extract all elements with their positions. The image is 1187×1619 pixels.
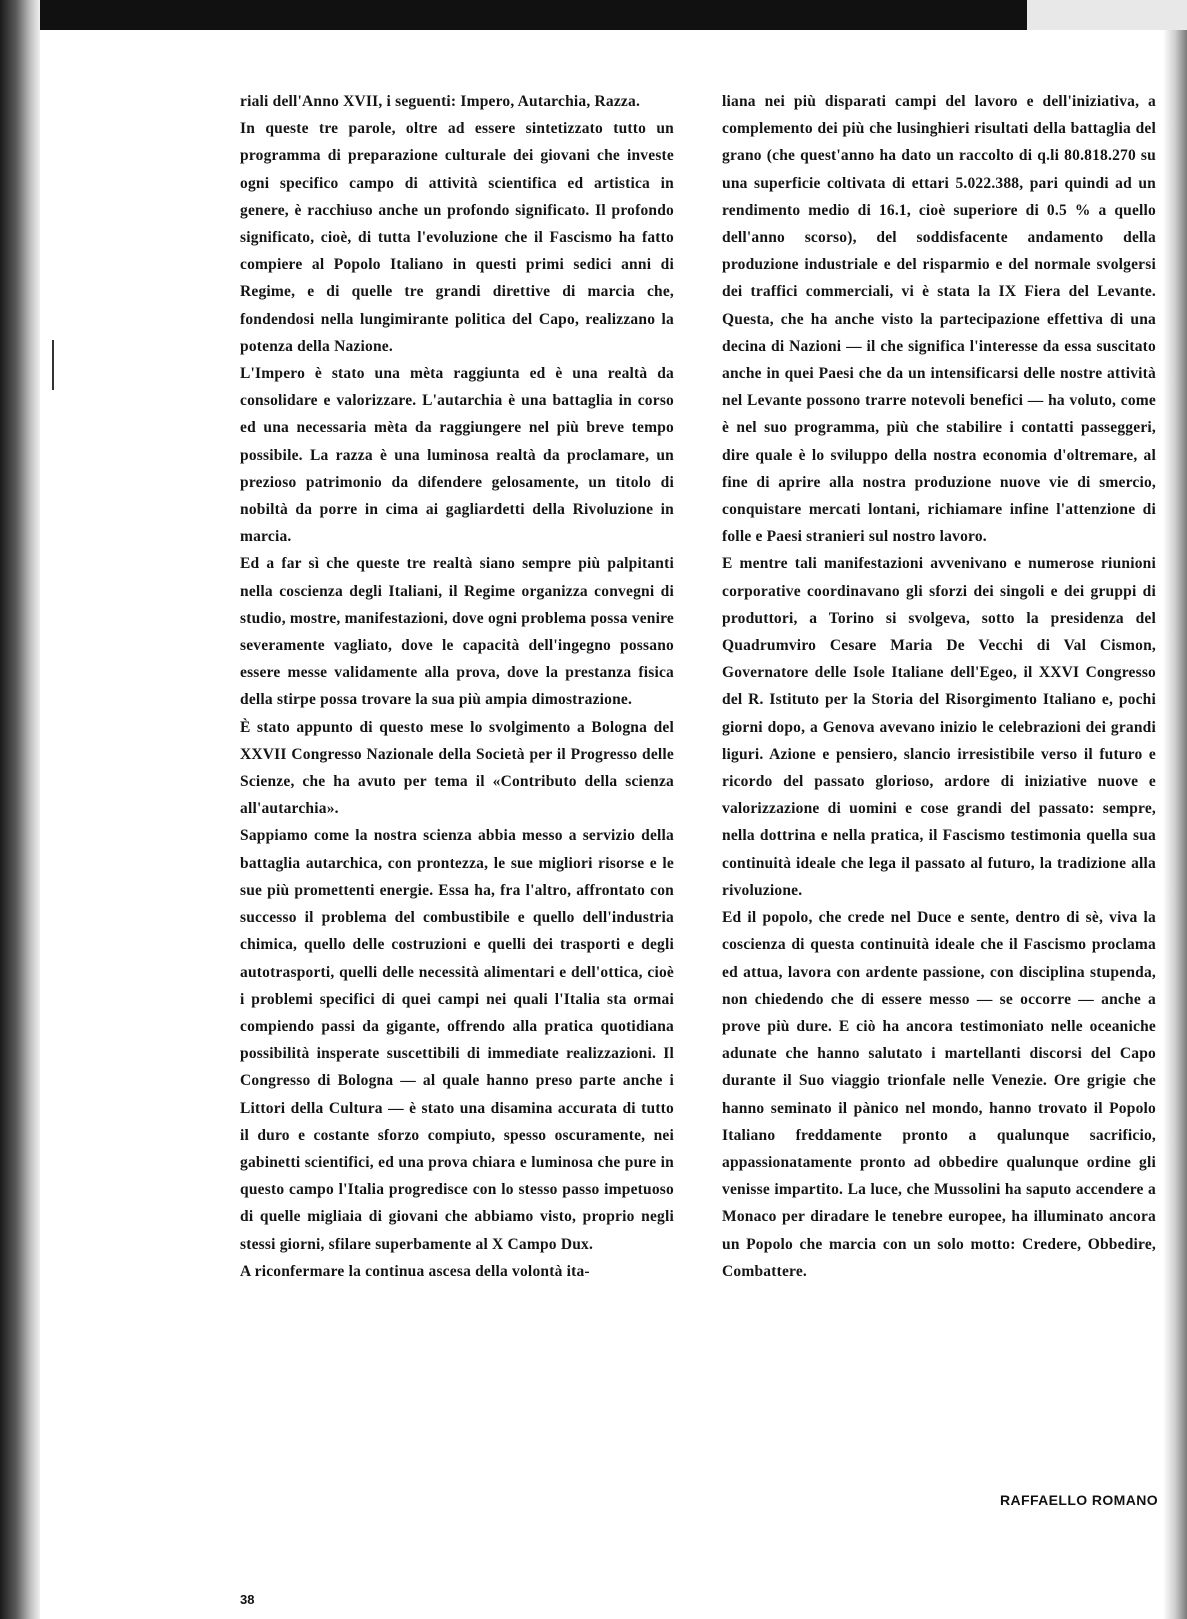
paragraph: L'Impero è stato una mèta raggiunta ed è una realtà da consolidare e valorizzare. L'autarchia è una battaglia in corso ed una necessaria mèta da raggiungere nel più breve tempo possibile. La razza è una luminosa realtà da proclamare, un prezioso patrimonio da difendere gelosamente, un titolo di nobiltà da porre in cima ai gagliardetti della Rivoluzione in marcia. (240, 365, 674, 546)
author-signature: RAFFAELLO ROMANO (1000, 1492, 1159, 1508)
scan-top-border (0, 0, 1187, 30)
paragraph: In queste tre parole, oltre ad essere sintetizzato tutto un programma di preparazione culturale dei giovani che investe ogni specifico campo di attività scientifica ed artistica in genere, è racchiuso anche un profondo significato. Il profondo significato, cioè, di tutta l'evoluzione che il Fascismo ha fatto compiere al Popolo Italiano in questi primi sedici anni di Regime, e di quelle tre grandi direttive di marcia che, fondendosi nella lungimirante politica del Capo, realizzano la potenza della Nazione. (240, 120, 674, 355)
paragraph: È stato appunto di questo mese lo svolgimento a Bologna del XXVII Congresso Nazionale della Società per il Progresso delle Scienze, che ha avuto per tema il «Contributo della scienza all'autarchia». (240, 718, 674, 818)
book-spine-shadow (0, 0, 40, 1619)
paragraph: liana nei più disparati campi del lavoro e dell'iniziativa, a complemento dei più che lusinghieri risultati della battaglia del grano (che quest'anno ha dato un raccolto di q.li 80.818.270 su una superficie coltivata di ettari 5.022.388, pari quindi ad un rendimento medio di 16.1, cioè superiore di 0.5 % a quello dell'anno scorso), del soddisfacente andamento della produzione industriale e del risparmio e del normale svolgersi dei traffici commerciali, vi è stata la IX Fiera del Levante. Questa, che ha anche visto la partecipazione effettiva di una decina di Nazioni — il che significa l'interesse da essa suscitato anche in quei Paesi che da un intensificarsi delle nostre attività nel Levante possono trarre notevoli benefici — ha voluto, come è nel suo programma, più che stabilire i contatti passeggeri, dire quale è lo sviluppo della nostra economia d'oltremare, al fine di aprire alla nostra produzione nuove vie di smercio, conquistare mercati lontani, richiamare infine l'attenzione di folle e Paesi stranieri sul nostro lavoro. (722, 93, 1156, 546)
paragraph: riali dell'Anno XVII, i seguenti: Impero, Autarchia, Razza. (240, 93, 641, 110)
left-text-column (240, 88, 674, 1285)
scan-top-notch (1027, 0, 1187, 30)
paragraph: E mentre tali manifestazioni avvenivano e numerose riunioni corporative coordinavano gli sforzi dei singoli e dei gruppi di produttori, a Torino si svolgeva, sotto la presidenza del Quadrumviro Cesare Maria De Vecchi di Val Cismon, Governatore delle Isole Italiane dell'Egeo, il XXVI Congresso del R. Istituto per la Storia del Risorgimento Italiano e, pochi giorni dopo, a Genova avevano inizio le celebrazioni dei grandi liguri. Azione e pensiero, slancio irresistibile verso il futuro e ricordo del passato glorioso, ardore di iniziative nuove e valorizzazione di uomini e cose grandi del passato: sempre, nella dottrina e nella pratica, il Fascismo testimonia quella sua continuità ideale che lega il passato al futuro, la tradizione alla rivoluzione. (722, 555, 1156, 899)
right-text-column (722, 88, 1156, 1285)
page-right-edge-shadow (1163, 30, 1187, 1619)
spine-mark (52, 340, 54, 390)
paragraph: Ed a far sì che queste tre realtà siano sempre più palpitanti nella coscienza degli Italiani, il Regime organizza convegni di studio, mostre, manifestazioni, dove ogni problema possa venire severamente vagliato, dove le capacità dell'ingegno possano essere messe validamente alla prova, dove la prestanza fisica della stirpe possa trovare la sua più ampia dimostrazione. (240, 555, 674, 709)
paragraph: Ed il popolo, che crede nel Duce e sente, dentro di sè, viva la coscienza di questa continuità ideale che il Fascismo proclama ed attua, lavora con ardente passione, con disciplina stupenda, non chiedendo che di essere messo — se occorre — anche a prove più dure. E ciò ha ancora testimoniato nelle oceaniche adunate che hanno salutato i martellanti discorsi del Capo durante il Suo viaggio trionfale nelle Venezie. Ore grigie che hanno seminato il pànico nel mondo, hanno trovato il Popolo Italiano freddamente pronto a qualunque sacrificio, appassionatamente pronto ad obbedire qualunque ordine gli venisse impartito. La luce, che Mussolini ha saputo accendere a Monaco per diradare le tenebre europee, ha illuminato ancora un Popolo che marcia con un solo motto: Credere, Obbedire, Combattere. (722, 909, 1156, 1280)
page-number: 38 (240, 1592, 255, 1607)
paragraph: Sappiamo come la nostra scienza abbia messo a servizio della battaglia autarchica, con prontezza, le sue migliori risorse e le sue più promettenti energie. Essa ha, fra l'altro, affrontato con successo il problema del combustibile e quello dell'industria chimica, quello delle costruzioni e quelli dei trasporti e degli autotrasporti, quelli delle necessità alimentari e dell'ottica, cioè i problemi specifici di quei campi nei quali l'Italia sta ormai compiendo passi da gigante, offrendo alla pratica quotidiana possibilità insperate suscettibili di immediate realizzazioni. Il Congresso di Bologna — al quale hanno preso parte anche i Littori della Cultura — è stato una disamina accurata di tutto il duro e costante sforzo compiuto, spesso oscuramente, nei gabinetti scientifici, ed una prova chiara e luminosa che pure in questo campo l'Italia progredisce con lo stesso passo impetuoso di quelle migliaia di giovani che abbiamo visto, proprio negli stessi giorni, sfilare superbamente al X Campo Dux. (240, 827, 674, 1253)
paragraph: A riconfermare la continua ascesa della volontà ita- (240, 1262, 590, 1280)
